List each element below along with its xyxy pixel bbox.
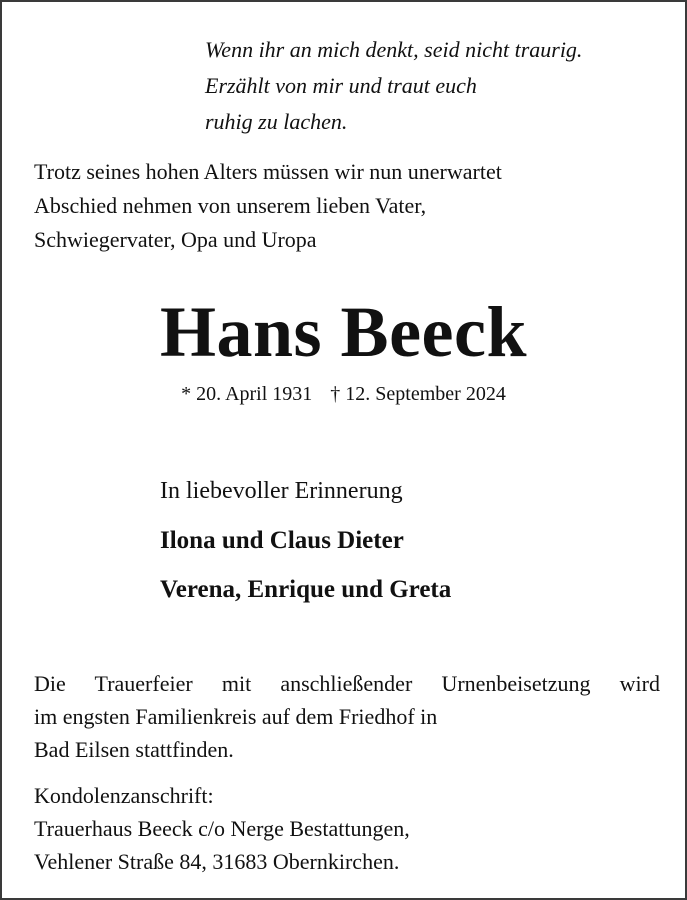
deceased-name: Hans Beeck [159,292,527,372]
address-line: Vehlener Straße 84, 31683 Obernkirchen. [34,849,400,874]
address-line: Trauerhaus Beeck c/o Nerge Bestattungen, [34,816,410,841]
ceremony-line: Die Trauerfeier mit anschließender Urnenbeisetzung wird [34,671,660,696]
death-date: † 12. September 2024 [330,383,506,405]
poem-line: Wenn ihr an mich denkt, seid nicht traurig. [205,37,583,62]
address-line: Kondolenzanschrift: [34,783,214,808]
mourner-family: Verena, Enrique und Greta [160,576,452,603]
intro-line: Schwiegervater, Opa und Uropa [34,227,317,252]
ceremony-text [34,667,660,766]
ceremony-line: Bad Eilsen stattfinden. [34,737,234,762]
intro-line: Trotz seines hohen Alters müssen wir nun unerwartet [34,159,502,184]
memorial-poem [205,32,582,140]
mourner-family: Ilona und Claus Dieter [160,527,404,554]
intro-text [34,155,502,257]
memory-heading: In liebevoller Erinnerung [160,478,403,504]
intro-line: Abschied nehmen von unserem lieben Vater, [34,193,427,218]
life-dates [2,380,685,408]
ceremony-line: im engsten Familienkreis auf dem Friedhof in [34,704,438,729]
poem-line: ruhig zu lachen. [205,109,348,134]
birth-date: * 20. April 1931 [181,383,313,405]
condolence-address [34,779,410,878]
poem-line: Erzählt von mir und traut euch [205,73,477,98]
